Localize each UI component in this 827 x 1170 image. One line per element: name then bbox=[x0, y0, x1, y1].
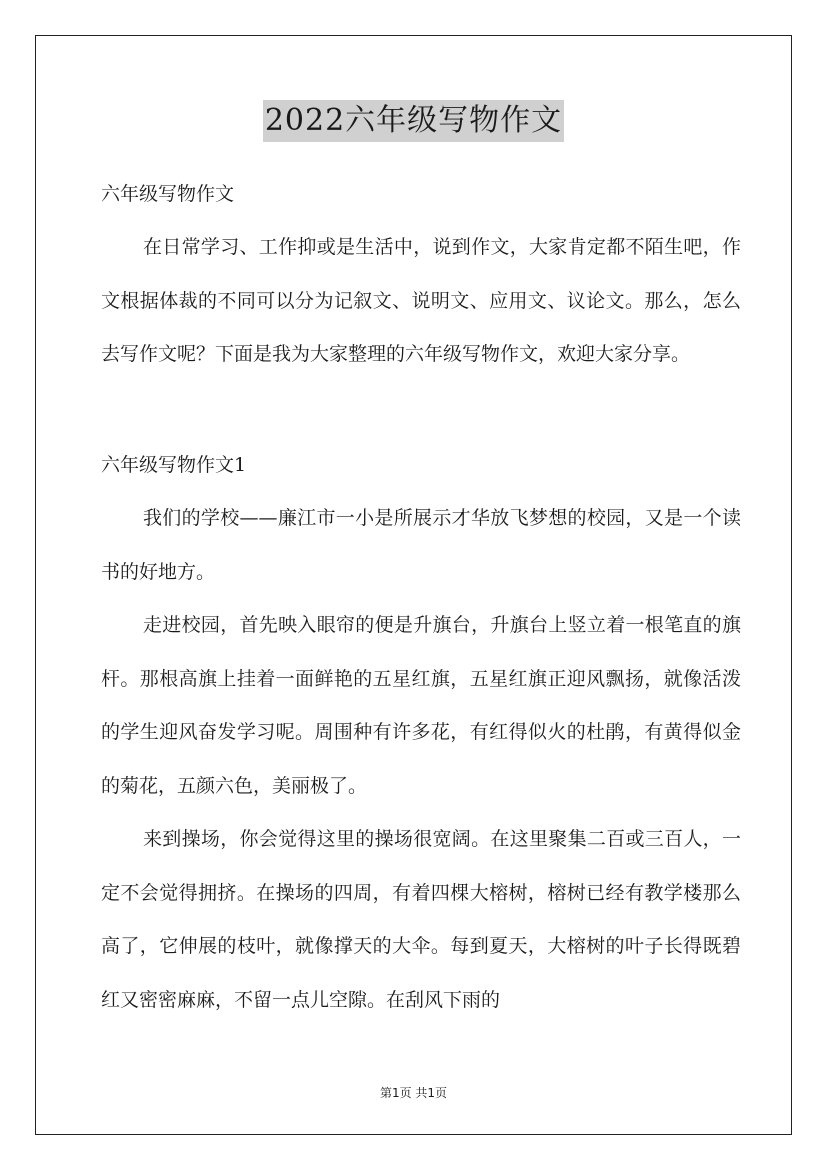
paragraph-1: 我们的学校——廉江市一小是所展示才华放飞梦想的校园，又是一个读书的好地方。 bbox=[101, 507, 741, 583]
paragraph-3: 来到操场，你会觉得这里的操场很宽阔。在这里聚集二百或三百人，一定不会觉得拥挤。在操场的四周，有着四棵大榕树，榕树已经有教学楼那么高了，它伸展的枝叶，就像撑天的大伞。每到夏天，大榕树的叶子长得既碧红又密密麻麻，不留一点儿空隙。在刮风下雨的 bbox=[101, 828, 741, 1011]
page-footer bbox=[0, 1084, 827, 1101]
page-number-label: 第1页 共1页 bbox=[379, 1086, 448, 1100]
essay-heading: 六年级写物作文1 bbox=[101, 454, 247, 476]
intro-paragraph: 在日常学习、工作抑或是生活中，说到作文，大家肯定都不陌生吧，作文根据体裁的不同可以分为记叙文、说明文、应用文、议论文。那么，怎么去写作文呢？下面是我为大家整理的六年级写物作文，欢迎大家分享。 bbox=[101, 236, 741, 365]
section-heading: 六年级写物作文 bbox=[101, 183, 235, 205]
document-title: 2022六年级写物作文 bbox=[263, 100, 564, 142]
paragraph-2: 走进校园，首先映入眼帘的便是升旗台，升旗台上竖立着一根笔直的旗杆。那根高旗上挂着一面鲜艳的五星红旗，五星红旗正迎风飘扬，就像活泼的学生迎风奋发学习呢。周围种有许多花，有红得似火的杜鹃，有黄得似金的菊花，五颜六色，美丽极了。 bbox=[101, 614, 741, 797]
title-container bbox=[0, 100, 827, 142]
